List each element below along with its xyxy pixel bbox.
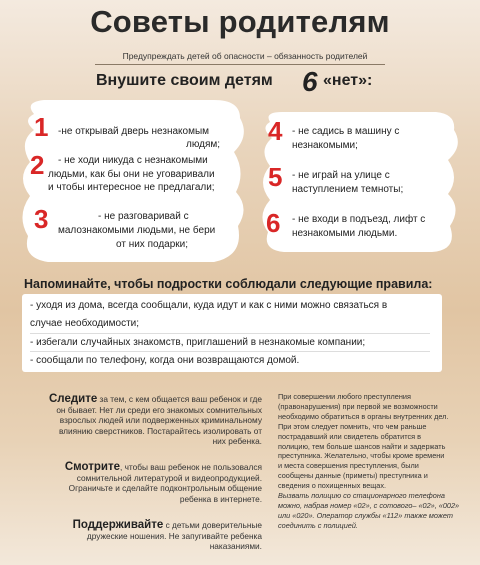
advice-look-line: сомнительной литературой и видеопродукцией. [76, 472, 262, 483]
police-info-line: При этом следует помнить, что чем раньше [278, 421, 427, 431]
advice-watch-line: он бывает. Нет ли среди его знакомых сомнительных [56, 404, 262, 415]
rule-2-line-1: - не ходи никуда с незнакомыми [58, 155, 208, 166]
inspire-net: «нет»: [323, 72, 373, 89]
rule-6-line-2: незнакомыми людьми. [292, 228, 398, 239]
page-title: Советы родителям [90, 4, 390, 39]
police-call-line: можно, набрав номер «02», с сотового– «02», «002» [278, 500, 460, 510]
advice-support [14, 520, 262, 552]
rule-6-line-1: - не входи в подъезд, лифт с [292, 214, 426, 225]
advice-watch-line: за тем, с кем общается ваш ребенок и где [97, 394, 262, 404]
inspire-count: 6 [302, 66, 318, 97]
divider [30, 333, 430, 334]
police-info [278, 392, 470, 531]
rule-3-line-1: - не разговаривай с [98, 211, 189, 222]
remind-item: - уходя из дома, всегда сообщали, куда идут и как с ними можно связаться в [30, 300, 388, 311]
police-info-line: и места совершения преступления, были [278, 461, 419, 471]
advice-watch-line: них ребенка. [212, 436, 262, 447]
police-info-line: полицию, тем больше шансов найти и задержать [278, 441, 446, 451]
advice-watch-line: взрослых людей или подверженных криминальному [59, 415, 262, 426]
police-info-line: сведения о похищенных вещах. [278, 481, 387, 491]
advice-look-title: Смотрите [64, 461, 120, 473]
police-info-line: преступника. Желательно, чтобы кроме времени [278, 451, 445, 461]
remind-item: - избегали случайных знакомств, приглашений в незнакомые компании; [30, 337, 366, 348]
advice-watch-line: влиянию сверстников. Постарайтесь изолировать от [58, 425, 262, 436]
remind-item: - сообщали по телефону, когда они возвращаются домой. [30, 355, 300, 366]
rule-3-line-3: от них подарки; [116, 239, 189, 250]
advice-support-title: Поддерживайте [72, 519, 164, 531]
rule-5-line-2: наступлением темноты; [292, 184, 404, 195]
advice-look-line: Ограничьте и сделайте подконтрольным общение [68, 483, 262, 494]
rule-2-line-3: и чтобы интересное не предлагали; [48, 182, 215, 193]
rule-1-line-2: людям; [186, 139, 221, 150]
advice-look-line: ребенка в интернете. [179, 493, 262, 504]
police-call-line: соединить с полицией. [278, 520, 358, 530]
advice-watch-title: Следите [48, 393, 98, 405]
rule-number-5: 5 [268, 162, 283, 192]
divider [30, 351, 430, 352]
police-info-line: (правонарушения) при первой же возможности [278, 401, 438, 411]
police-call-line: Вызвать полицию со стационарного телефона [278, 491, 445, 501]
police-info-line: необходимо обратиться в органы внутренних дел. [278, 411, 449, 421]
advice-support-line: дружеские ношения. Не запугивайте ребенка [86, 530, 262, 541]
rule-number-3: 3 [34, 204, 49, 234]
subtitle: Предупреждать детей об опасности – обязанность родителей [122, 51, 368, 61]
advice-support-line: наказаниями. [209, 541, 262, 552]
rule-4-line-2: незнакомыми; [292, 140, 358, 151]
rule-number-1: 1 [34, 112, 49, 142]
police-info-line: пострадавший или свидетель обратится в [278, 431, 421, 441]
rule-4-line-1: - не садись в машину с [292, 126, 400, 137]
rule-number-6: 6 [266, 208, 281, 238]
police-info-line: При совершении любого преступления [278, 392, 411, 401]
rule-number-2: 2 [30, 150, 45, 180]
remind-item: случае необходимости; [30, 318, 140, 329]
rule-5-line-1: - не играй на улице с [292, 170, 390, 181]
rule-2-line-2: людьми, как бы они не уговаривали [48, 169, 215, 180]
police-info-line: сообщены данные (приметы) преступника и [278, 471, 428, 481]
inspire-heading: Внушите своим детям [96, 72, 273, 89]
advice-look-line: , чтобы ваш ребенок не пользовался [119, 462, 262, 472]
advice-look [14, 462, 262, 504]
remind-box [22, 294, 442, 372]
rule-number-4: 4 [268, 116, 283, 146]
rule-3-line-2: малознакомыми людьми, не бери [58, 225, 216, 236]
advice-watch [14, 394, 262, 447]
rule-1-line-1: -не открывай дверь незнакомым [58, 126, 210, 137]
remind-heading: Напоминайте, чтобы подростки соблюдали следующие правила: [24, 277, 433, 291]
advice-support-line: с детьми доверительные [163, 520, 262, 530]
subtitle-underline [95, 64, 385, 65]
police-call-line: или «020». Оператор службы «112» также может [278, 510, 453, 520]
